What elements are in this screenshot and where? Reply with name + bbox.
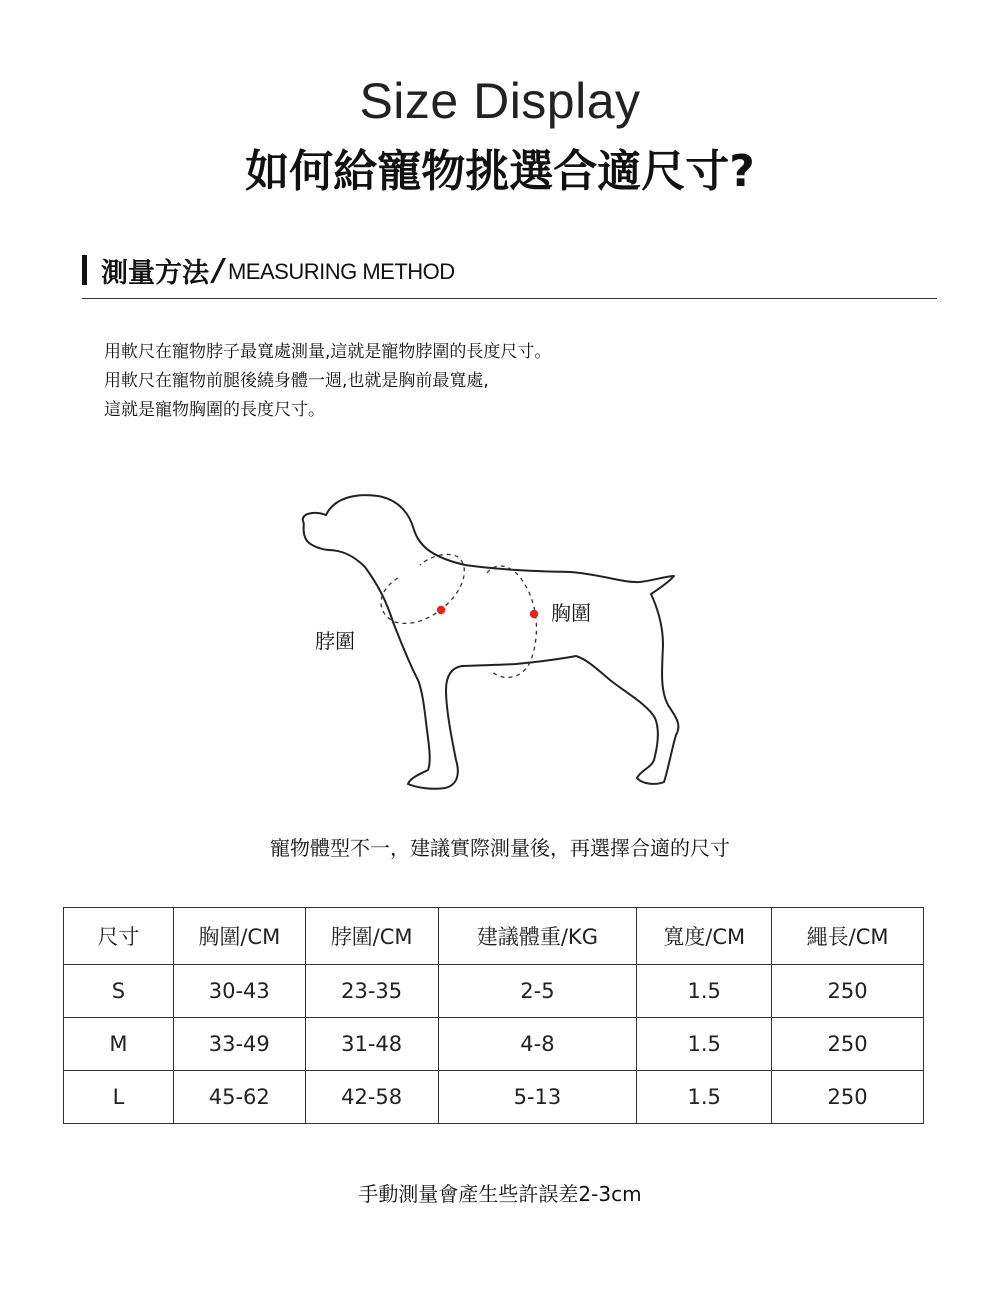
table-row — [64, 1071, 924, 1124]
cell-weight: 5-13 — [438, 1071, 637, 1124]
neck-marker — [437, 606, 445, 614]
header-leash-length: 繩長/CM — [772, 908, 924, 965]
section-heading — [82, 252, 455, 288]
header-width: 寬度/CM — [637, 908, 772, 965]
chest-marker — [530, 610, 538, 618]
dog-outline-icon — [303, 495, 679, 789]
header-weight: 建議體重/KG — [438, 908, 637, 965]
neck-loop-dashed — [381, 554, 464, 623]
cell-size: M — [64, 1018, 174, 1071]
description-line: 用軟尺在寵物脖子最寬處測量,這就是寵物脖圍的長度尺寸。 — [104, 342, 552, 362]
header-neck: 脖圍/CM — [305, 908, 438, 965]
title-chinese: 如何給寵物挑選合適尺寸? — [245, 146, 755, 197]
description-line: 用軟尺在寵物前腿後繞身體一週,也就是胸前最寬處, — [104, 371, 489, 391]
cell-chest: 45-62 — [173, 1071, 305, 1124]
cell-chest: 33-49 — [173, 1018, 305, 1071]
cell-width: 1.5 — [637, 1071, 772, 1124]
chest-loop-dashed — [487, 566, 536, 677]
neck-girth-label: 脖圍 — [315, 629, 355, 653]
header-size: 尺寸 — [64, 908, 174, 965]
cell-size: L — [64, 1071, 174, 1124]
cell-leash-length: 250 — [772, 1071, 924, 1124]
measure-description — [104, 338, 551, 425]
table-row — [64, 1018, 924, 1071]
cell-neck: 23-35 — [305, 965, 438, 1018]
table-row — [64, 965, 924, 1018]
header-chest: 胸圍/CM — [173, 908, 305, 965]
measurement-error-note: 手動測量會產生些許誤差2-3cm — [358, 1182, 642, 1206]
cell-width: 1.5 — [637, 965, 772, 1018]
cell-neck: 42-58 — [305, 1071, 438, 1124]
section-divider — [82, 298, 937, 299]
section-title-slash: / — [213, 252, 224, 288]
section-accent-bar — [82, 255, 87, 285]
cell-leash-length: 250 — [772, 1018, 924, 1071]
cell-size: S — [64, 965, 174, 1018]
cell-weight: 4-8 — [438, 1018, 637, 1071]
table-header-row — [64, 908, 924, 965]
section-title-en: MEASURING METHOD — [227, 259, 455, 284]
cell-neck: 31-48 — [305, 1018, 438, 1071]
chest-girth-label: 胸圍 — [551, 601, 591, 625]
cell-width: 1.5 — [637, 1018, 772, 1071]
section-title-zh: 測量方法 — [101, 257, 209, 289]
cell-leash-length: 250 — [772, 965, 924, 1018]
cell-weight: 2-5 — [438, 965, 637, 1018]
description-line: 這就是寵物胸圍的長度尺寸。 — [104, 400, 325, 420]
size-table — [63, 907, 924, 1124]
cell-chest: 30-43 — [173, 965, 305, 1018]
measurement-advice: 寵物體型不一，建議實際測量後，再選擇合適的尺寸 — [270, 836, 730, 860]
title-english: Size Display — [359, 73, 641, 129]
